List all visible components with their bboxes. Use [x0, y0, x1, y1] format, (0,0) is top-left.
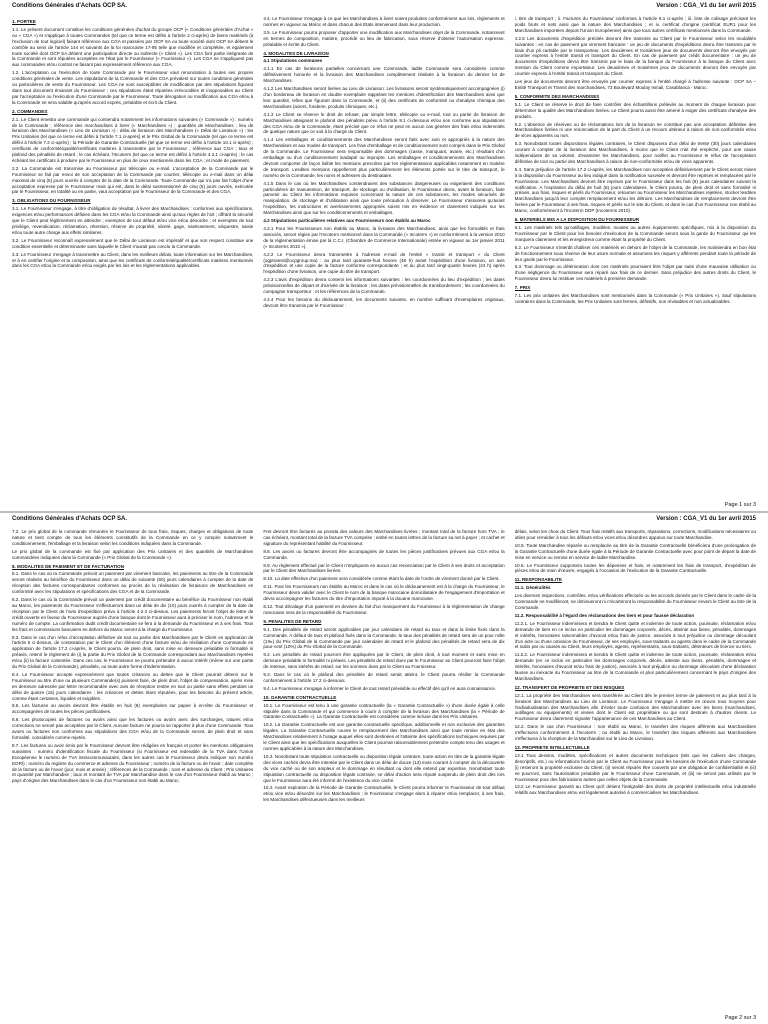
section-heading: 4. MODALITES DE LIVRAISON: [263, 50, 329, 56]
text-column-1: [12, 529, 253, 1011]
section-heading: 2. COMMANDES: [12, 108, 48, 114]
paragraph: 13.2 Le Fournisseur garantit au Client qu'il détient l'intégralité des droits de propriété intellectuelle et/ou industrielle relatifs aux Marchandises et/ou est légalement autorisé à commercialiser les Marchandises.: [514, 784, 756, 796]
paragraph: 12.2. Dans le cas d'un Fournisseur : non établi au Maroc, le transfert des risques afférents aux Marchandises s'effectuera conformément à l'Incoterm ; ou établi au Maroc, le transfert des risques afférents aux Marchandises s'effectuera à la réception de la Marchandise sur le Lieu de Livraison.: [514, 724, 756, 742]
subsection-heading: 11.2. Responsabilité à l'égard des réclamations des tiers et pour fausse déclaration: [514, 612, 695, 618]
header-version: Version : CGA_V1 du 1er avril 2015: [656, 3, 756, 9]
paragraph: 3.3. Le Fournisseur s'engage à transmettre au Client, dans les meilleurs délais, toute information sur les Marchandises, et à en certifier l'origine et la composition, ainsi que les certificats de conformité/qualité/certificats matières mentionnés dans les CGA et/ou la Commande et/ou exigés par les lois et les réglementations applicables.: [12, 251, 254, 269]
paragraph: 4.2.1 Pour les Fournisseurs non établis au Maroc, la livraison des Marchandises, ainsi que les formalités et frais associés, seront régies par l'Incoterm mentionné dans la Commande (« Incoterm ») et conformément à la version 2010 de la réglementation émise par la C.C.I. (Chambre de Commerce Internationale) entrée en vigueur au 1er janvier 2011 (« Incoterms 2010 »).: [263, 226, 505, 249]
text-column-1: [12, 16, 253, 498]
paragraph: 5.3. Nonobstant toutes dispositions légales contraires, le Client disposera d'un délai de trente (30) jours calendaires courant à compter de la livraison des Marchandises, à moins que le Client n'ait été empêché, pour une cause indépendante de sa volonté, d'examiner les Marchandises, pour notifier au Fournisseur le refus de l'acceptation définitive de tout ou partie des Marchandises à raison de non-conformités et/ou de vices apparents.: [514, 141, 756, 164]
paragraph: 3.4. Le Fournisseur s'engage à ce que les Marchandises à livrer soient produites conformément aux lois, règlements et normes en vigueur au Maroc et dans chacun des Etats intervenant dans leur production.: [263, 16, 505, 27]
section-heading: 6. MATERIELS MIS A LA DISPOSITION DU FOURNISSEUR: [514, 217, 640, 223]
paragraph: Le prix global de la commande est fixé par application des Prix Unitaires et des quantités de Marchandises commandées indiquées dans la Commande (« Prix Global de la Commande »).: [12, 548, 254, 560]
paragraph: 8.2. Dans le cas où la Commande prévoit un paiement par crédit documentaire au bénéfice du Fournisseur non établi au Maroc, les paiements du Fournisseur s'effectueront dans un délai de dix (10) jours ouvrés à compter de la date de réception par le Client de l'avis d'expédition prévu à l'article 4.2.3 ci-dessus. Les paiements feront l'objet de lettre de crédit ouverte en faveur du Fournisseur auprès d'une banque dont le Fournisseur aura à préciser le nom, l'adresse et le numéro de compte. La confirmation dudit crédit documentaire se fera à la demande du Fournisseur et à ses frais. Tous les frais et commissions bancaires en dehors du Maroc seront à la charge du Fournisseur.: [12, 597, 254, 632]
paragraph: 9.3. Dans le cas où le plafond des pénalités de retard serait atteint, le Client pourra résilier la Commande conformément à l'article 17.2 ci-dessous.: [263, 672, 505, 683]
paragraph: 8.12. Tout décalage d'un paiement en devises du fait d'un manquement du Fournisseur à la réglementation de change marocaine sera de la responsabilité du Fournisseur.: [263, 603, 505, 615]
section-heading: 3. OBLIGATIONS DU FOURNISSEUR: [12, 198, 91, 204]
paragraph: 6.1. Les matériels tels qu'outillages, modèles, moules ou autres équipements spécifiques, mis à la disposition du Fournisseur par le Client pour les besoins d'exécution de la Commande seront sous la garde du Fournisseur qui les marquera clairement et les enregistrera comme étant la propriété du Client.: [514, 225, 756, 242]
paragraph: 4.2.2 Le Fournisseur devra transmettre à l'adresse e-mail de l'entité « transit et transport » du Client (ogptransit@ocpgroup.ma) : au plus tard quarante-huit heures (48 h) avant l'expédition d'une livraison, un avis d'expédition et une copie de la facture conforme correspondante ; et au plus tard vingt-quatre heures (24 h) après l'expédition d'une livraison, une copie du titre de transport.: [263, 251, 505, 275]
paragraph: 2.1. Le Client émettra une commande qui contiendra notamment les informations suivantes (« Commande ») : numéro de la Commande ; référence des marchandises à livrer (« Marchandises ») ; quantités de Marchandises ; lieu de livraison des Marchandises (« Lieu de Livraison ») ; délai de livraison des Marchandises (« Délai de Livraison ») ; les Prix Unitaires (tel que ce terme est défini à l'article 7.1 ci-après) et le Prix Global de la Commande (tel que ce terme est défini à l'article 7.2 ci-après) ; la Période de Garantie Contractuelle (tel que ce terme est défini à l'article 10.1 ci-après) ; certificats de conformité/qualité/certificats matières à transmettre par le Fournisseur ; référence aux CGA ; taux et plafond des pénalités de retard ; le cas échéant, l'Incoterm (tel que ce terme est défini à l'article 4.2.1 ci-après) ; le cas échéant les certificats à produire par le Fournisseur en plus de ceux mentionnés dans les CGA ; et mode de paiement.: [12, 116, 254, 163]
document-page-1: [0, 0, 768, 511]
paragraph: 12.1. La propriété des Marchandises sera transférée au Client dès le premier terme de paiement et au plus tard à la livraison des Marchandises au Lieu de Livraison. Le Fournisseur s'engage à mettre en œuvre tous moyens pour l'individualisation des Marchandises afin d'éviter toute confusion des Marchandises avec les biens (marchandises, outillages ou équipements) et visées dont le Client est propriétaire ou qui sont destinés à d'autres clients. Le Fournisseur devra clairement signaler l'appartenance de ces Marchandises au Client.: [514, 692, 756, 722]
paragraph: 8.10. La date effective d'un paiement sera considérée comme étant la date de l'ordre de virement donné par le Client.: [263, 576, 500, 582]
paragraph: 4.1.4 Les emballages et conditionnements des Marchandises seront faits avec soin et appropriés à la nature des Marchandises et aux modes de transport. Les frais d'emballage et de conditionnement sont compris dans le Prix Global de la Commande. Le Fournisseur sera responsable des dommages (casse, manquant, avarie, etc.) résultant d'un emballage ou d'un conditionnement inadapté ou impropre. Les emballages et conditionnements des Marchandises devront comporter de façon lisible les mentions prescrites par les réglementations applicables notamment en matière de transport. Lesdites mentions rappelleront plus particulièrement les éléments portés sur le titre de transport, le numéro de la Commande, les noms et adresses du destinataire.: [263, 137, 505, 178]
paragraph: 8.8. Les avoirs ou factures devront être accompagnés de toutes les pièces justificatives prévues aux CGA et/ou la Commande.: [263, 548, 505, 560]
section-heading: 1. PORTEE: [12, 19, 36, 24]
document-page-2: [0, 513, 768, 1024]
section-heading: 8. MODALITES DE PAIEMENT ET DE FACTURATION: [12, 563, 124, 569]
paragraph: Fret devront être facturés au prorata des valeurs des Marchandises livrées ; montant total de la facture hors TVA ; le cas échéant, montant total de la facture TVA comprise ; entité en toutes lettres de la facture sa net à payer ; et cachet et signature du représentant habilité du Fournisseur.: [263, 529, 505, 546]
paragraph: 10.3. Nonobstant toute stipulation contractuelle ou disposition légale contraire, toute action en titre de la garantie légale des vices cachés devra être intentée par le Client dans un délai de douze (12) mois courant à compter de la découverte du vice caché ou de son ampleur et le dommage en résultant ou dont elle entend par expertise. Nonobstant toute stipulation contractuelle ou disposition légale contraire, se délai d'action sera réputé suspendu de plein droit dès lors que le Fournisseur aura été informé de l'existence du vice caché.: [263, 753, 505, 783]
paragraph: 8.4. Le Fournisseur accepte expressément que toutes créances ou dettes que le Client pourrait détenir sur le Fournisseur au titre d'une ou plusieurs Commande(s) puissent faire, de plein droit, l'objet de compensation, après mise en demeure adressée par lettre recommandée avec avis de réception restée en tout ou partie sans effets pendant un délai de quinze (15) jours calendaires ; les créances et dettes étant réputées, pour les besoins du présent article, comme étant certaines, liquides et exigibles.: [12, 671, 254, 701]
paragraph: i. titre de transport ; ii. Factures du Fournisseur conformes à l'article 8.1 ci-après ; iii. liste de colisage précisant les poids bruts et nets ainsi que la nature des Marchandises ; et iv. certificat d'origine (certificat EUR1 pour les Marchandises importées depuis l'Union Européenne) ainsi que tous autres certificats mentionnés dans la Commande.: [514, 16, 756, 33]
paragraph: Les diverses inspections, contrôles, et/ou vérifications effectués ou les accords donnés par le Client dans le cadre de la Commande ne modifieront, ne diminueront ni n'écarteront la responsabilité du Fournisseur envers le Client au titre de la Commande.: [514, 593, 756, 610]
paragraph: 10.4. Avant expiration de la Période de Garantie Contractuelle, le Client pourra informer le Fournisseur de tout défaut et/ou vice et/ou désordre sur les Marchandises ; le Fournisseur s'engage alors à réparer et/ou remplacer, à ses frais, les Marchandises défectueuses dans les meilleurs: [263, 785, 505, 803]
header-title: Conditions Générales d'Achats OCP SA.: [12, 3, 128, 9]
text-column-2: [263, 529, 504, 1011]
paragraph: 10.6. Le Fournisseur supportera toutes les dépenses et frais, et notamment les frais de transport, d'expédition de pièces et/ou de main d'œuvre, engagés à l'occasion de l'exécution de la Garantie Contractuelle.: [514, 562, 756, 574]
header-version: Version : CGA_V1 du 1er avril 2015: [656, 516, 756, 522]
text-column-3: [515, 16, 756, 498]
paragraph: 4.1.1 En cas de livraisons partielles concernant une Commande, ladite Commande sera considérée comme définitivement honorée et la livraison des Marchandises complètement réalisée à la livraison du dernier lot de Marchandises.: [263, 66, 505, 84]
paragraph: 5.2. L'absence de réserves ou de réclamations lors de la livraison ne constitue pas une acceptation définitive des Marchandises livrées ni une renonciation de la part du Client à un recours ultérieur à raison de non-conformités et/ou de vices apparents ou non.: [514, 121, 756, 139]
paragraph: 8.9. Au règlement effectué par le Client n'impliquera en aucun cas renonciation par le Client à ses droits et acceptation par le Client des Marchandises livrées.: [263, 562, 505, 574]
subsection-heading: 4.2 Stipulations particulières relatives aux Fournisseurs non établis au Maroc: [263, 218, 431, 224]
paragraph: 7.1. Les prix unitaires des Marchandises sont mentionnés dans la Commande (« Prix Unitaires »). Sauf stipulations contraires dans la Commande, les Prix Unitaires sont fermes, définitifs, non révisables et non actualisables.: [514, 293, 756, 304]
paragraph: 5.4. Sans préjudice de l'article 17.2 ci-après, les Marchandises non acceptées définitivement par le Client seront mises à la disposition du Fournisseur au lieu indiqué dans la notification susvisée et devront être reprises et remplacées par le Fournisseur. Les Marchandises devront être reprises par le Fournisseur dans les huit (8) jours calendaires suivant la notification. A l'expiration du délai de huit (8) jours calendaires, le Client pourra, de plein droit et sans formalité ni préavis, aux frais, risques et périls du Fournisseur, retourner au Fournisseur les Marchandises rejetées, stocker lesdites Marchandises jusqu'à leur complet remplacement et/ou les détruire. Les Marchandises de remplacement devront être livrées par le Fournisseur à ses frais, risques et périls sur le site du Client, et dans le cas d'un Fournisseur non établi au Maroc, conformément à l'Incoterm DDP (Incoterms 2010).: [514, 166, 756, 214]
paragraph: 10.1. Le Fournisseur est tenu à une garantie contractuelle (la « Garantie Contractuelle ») d'une durée égale à celle stipulée dans la Commande et qui commence à courir à compter de la livraison des Marchandises (la « Période de Garantie Contractuelle »). La Garantie Contractuelle est considérée comme incluse dans les Prix Unitaires.: [263, 702, 505, 720]
section-heading: 5. CONFORMITE DES MARCHANDISES: [514, 93, 600, 99]
paragraph: 9.2. Les pénalités de retard pourront être appliquées par le Client, de plein droit, à tout moment et sans mise en demeure préalable ni formalité ni préavis. Les pénalités de retard dues par le Fournisseur au Client pourront faire l'objet de retenue, sans intérêts de retard, sur les sommes dues par le Client au Fournisseur.: [263, 652, 505, 670]
page-header: [12, 513, 756, 529]
section-heading: 12. TRANSFERT DE PROPRIETE ET DES RISQUES: [514, 684, 625, 690]
paragraph: 4.2.5 Les documents d'expédition précités devront être transmis au Client par le Fournisseur selon les modalités suivantes : en cas de paiement par virement bancaire : un jeu de documents d'expéditions devra être transmis par le biais d'un pli cartable par le transporteur. Les deuxièmes et troisièmes jeux de documents devront être envoyés par courrier express à l'entité transit et transport du Client. En cas de paiement par crédit documentaire : un jeu de documents d'expéditions devra être transmis par le biais de la banque du Fournisseur à la banque du Client avec mention du Client comme importateur. Les deuxièmes et troisièmes jeux de documents devront être envoyés par courrier express à l'entité transit et transport du Client.: [514, 35, 756, 77]
paragraph: 9.4. Le Fournisseur s'engage à informer le Client de tout retard prévisible ou effectif dès qu'il en aura connaissance.: [263, 685, 496, 691]
paragraph: 8.11. Pour les Fournisseurs non établis au Maroc et dans le cas où le dédouanement est à la charge du Fournisseur, le Fournisseur devra valider avec le Client le nom de la banque marocaine domiciliataire de l'engagement d'importation et devra accompagner les factures du titre d'importation imputé à la douane marocaine.: [263, 584, 505, 602]
paragraph: 7.2. Le prix global de la commande rémunère le Fournisseur de tous frais, risques, charges et obligations de toute nature et tient compte de tous les éléments constitutifs de la Commande en ce y compris notamment le conditionnement, l'emballage et la livraison selon les conditions indiquées dans la Commande.: [12, 529, 254, 546]
page-number: Page 1 sur 3: [724, 502, 756, 508]
paragraph: 4.1.3 Le Client se réserve le droit de refuser, par simple lettre, télécopie ou e-mail, tout ou partie de livraison de Marchandises atteignant le plafond des pénalités prévu à l'article 9.1 ci-dessous et/ou non conforme aux stipulations des CGA et/ou de la Commande, étant précisé que ce refus ne peut en aucun cas générer des frais et/ou indemnités de quelque nature que ce soit à la charge du Client.: [263, 111, 505, 135]
section-heading: 11. RESPONSABILITE: [514, 577, 562, 583]
paragraph: 10.2. La Garantie Contractuelle est une garantie contractuelle spécifique, additionnelle et non exclusive des garanties légales. La Garantie Contractuelle couvre le remplacement des Marchandises ainsi que toute remise en état des Marchandises relativement à l'usage auquel elles sont destinées et l'atteinte des spécifications techniques requises par le Client ainsi que les spécifications auxquelles le Client pourrait raisonnablement prétendre compte tenu des usages et normes applicables à la nature des Marchandises.: [263, 722, 505, 751]
paragraph: 4.1.2 Les Marchandises seront livrées au Lieu de Livraison. Les livraisons seront systématiquement accompagnées (i) d'un bordereau de livraison en double exemplaire rappelant les mentions d'identification des Marchandises ainsi que leur quantité, telles que figurant dans la Commande, et (ii) des certificats de conformité ou d'analyse chimique des Marchandises (aciers, fonderie, produits chimiques, etc.).: [263, 86, 505, 109]
paragraph: 5.1. Le Client se réserve le droit de faire contrôler des échantillons prélevés au moment de chaque livraison pour déterminer la qualité des Marchandises livrées. Le Client pourra aussi être amené à exiger des certificats d'analyse des produits.: [514, 101, 756, 119]
section-heading: 13. PROPRIETE INTELLECTUELLE: [514, 745, 590, 750]
section-heading: 7. PRIX: [514, 285, 531, 291]
paragraph: 4.1.5 Dans le cas où les Marchandises contiendraient des substances dangereuses ou exigeraient des conditions particulières de manutention, de transport, de stockage ou d'utilisation, le Fournisseur devra, avant la livraison, faire parvenir au Client les informations requises concernant la nature de ces substances, les modes sécurisés de manipulation, de stockage et d'utilisation ainsi que toute précaution à observer. Le Fournisseur s'assurera qu'avant l'expédition, les instructions et avertissements appropriés soient mis en évidence et clairement indiqués sur les Marchandises ainsi que sur les conditionnements et emballages.: [263, 180, 505, 216]
paragraph: délais, selon les choix du Client. Tous frais relatifs aux transports, réparations, corrections, modifications nécessaires ou utiles pour remédier à tous les défauts et/ou vices et/ou désordres apparus sur toute Marchandise.: [514, 529, 756, 540]
section-heading: 9. PENALITES DE RETARD: [263, 618, 322, 624]
section-heading: 10. GARANTIE CONTRACTUELLE: [263, 694, 337, 700]
paragraph: 6.3. Tout dommage ou détérioration dont ces matériels pourraient être l'objet par suite d'une mauvaise utilisation ou d'une négligence du Fournisseur sera réparé aux frais de ce dernier. Sans préjudice des autres droits du Client, le Fournisseur devra lui restituer ces matériels à première demande.: [514, 264, 756, 282]
paragraph: 3.5. Le Fournisseur pourra proposer d'apporter une modification aux Marchandises objet de la Commande, notamment en termes de composition, matière, procédé ou lieu de fabrication, sous réserve d'obtenir l'autorisation expresse, préalable et écrite du Client.: [263, 29, 505, 47]
paragraph: 8.3. Dans le cas d'un refus d'acceptation définitive de tout ou partie des Marchandises par le Client en application de l'article 5 ci-dessus, de contestation par le Client d'un élément d'une facture et/ou de résiliation d'une Commande en application de l'article 17.2 ci-après, le Client pourra, de plein droit, sans mise en demeure préalable ni formalité ni préavis, retenir le règlement de (i) la partie du Prix Global de la Commande correspondant aux Marchandises rejetées et/ou (ii) la facture contestée. Dans ces cas, le Fournisseur ne pourra prétendre à aucun intérêt (même sur une partie du Prix Global de la Commande), pénalités, ou toute autre forme d'indemnisation.: [12, 634, 254, 670]
page-number: Page 2 sur 3: [724, 1015, 756, 1021]
subsection-heading: 11.1. Généralités: [514, 585, 551, 591]
text-column-3: [515, 529, 756, 1011]
subsection-heading: 4.1 Stipulations communes: [263, 58, 323, 64]
paragraph: 3.2. Le Fournisseur reconnaît expressément que le Délai de Livraison est impératif et que son respect constitue une condition essentielle et déterminante sans laquelle le Client n'aurait pas conclu la Commande.: [12, 237, 254, 249]
text-column-2: [263, 16, 504, 498]
paragraph: 8.5. Les factures ou avoirs devront être établis en huit (8) exemplaires sur papier à en-tête du Fournisseur et accompagnées de toutes les pièces justificatives.: [12, 703, 254, 715]
paragraph: 13.1 Tous dessins, modèles, spécifications et autres documents techniques (tels que les cahiers des charges, descriptifs, etc.) ou informations fournis par le Client au Fournisseur pour les besoins de l'exécution d'une Commande (i) resteront la propriété exclusive du Client, (ii) seront réputés être couverts par une obligation de confidentialité et (iii) ne pourront, sans l'autorisation préalable par le Fournisseur d'une Commande, et (iii) ne seront pas utilisés par le Fournisseur pour des fabrications autres que celles objets de la Commande.: [514, 752, 756, 782]
paragraph: Les jeux de documents devront être envoyés par courrier express à l'entité chargé à l'adresse suivante : OCP SA – Entité Transport et Transit des marchandises, 73 Boulevard Moulay Ismail, Casablanca - Maroc.: [514, 79, 756, 90]
paragraph: 6.2. Le Fournisseur s'interdit d'utiliser ces matériels en dehors de l'objet de la Commande, les maintiendra en bon état de fonctionnement sous réserve de leur usure normale et assumera les risques y afférents pendant toute la période de leur garde par le Fournisseur.: [514, 244, 756, 262]
page-header: [12, 0, 756, 16]
paragraph: 11.2.2. Le Fournisseur indemnisera et tiendra le Client quitte et indemne de toute action, poursuite, réclamation et/ou demande (en ce inclus en particulier les dommages corporels, décès, atteinte aux biens, pénalités, dommages et intérêts, honoraires d'avocat et/ou frais de justice), associés à tout préjudice ou dommage découlant d'une déclaration fausse ou inexacte du Fournisseur au titre de la Commande et plus particulièrement concernant le pays d'origine des Marchandises.: [514, 652, 756, 681]
paragraph: 10.5. Toute Marchandise réparée ou remplacée au titre de la Garantie Contractuelle bénéficiera d'une prolongation de la Garantie Contractuelle d'une durée égale à la Période de Garantie Contractuelle avec pour point de départ la date de mise en service ou remise en service de ladite Marchandise.: [514, 542, 756, 560]
paragraph: 1.2. L'acceptation ou l'exécution de toute Commande par le Fournisseur vaut renonciation à toutes ses propres conditions générales de vente. Les stipulations de la Commande et des CGA prévalent sur toutes conditions générales ou particulières de vente du Fournisseur. Les CGA ne sont susceptibles de modification par des stipulations figurant dans tout document émanant du Fournisseur ; ces stipulations étant réputées irrévocables et inopposables au Client par l'acceptation ou l'exécution d'une Commande par le Fournisseur. Toute dérogation ou modification aux CGA et/ou à la Commande ne sera valable qu'après accord exprès, préalable et écrit du Client.: [12, 70, 254, 105]
paragraph: 11.2.1. Le Fournisseur indemnisera et tiendra le Client quitte et indemne de toute action, poursuite, réclamation et/ou demande de tiers en ce inclus en particulier les dommages corporels, décès, atteinte aux biens, pénalités, dommages et intérêts, honoraires raisonnables d'avocat et/ou frais de justice, associés à tout préjudice ou dommage découlant d'un acte ou d'une omission du Fournisseur, de ses employés, sous-traitants ou agents dans le cadre de la Commande et subis par ou causés au Client, leurs employés, agents, représentants, sous-traitants, détenteurs de licence ou tiers.: [514, 620, 756, 650]
paragraph: 3.1. Le Fournisseur s'engage, à titre d'obligation de résultat, à livrer des Marchandises : conformes aux spécifications, exigences et/ou performances définies dans les CGA et/ou la Commande ainsi qu'aux règles de l'art ; offrant la sécurité que le Client peut légitimement en attendre ; exemptes de tout défaut et/ou vice et/ou désordre ; et exemptes de tout privilège, revendication, réclamation, rétention, réserve de propriété, sûreté, gage, nantissement, séquestre, saisie et/ou toute autre charge aux effets similaires.: [12, 206, 254, 235]
paragraph: 8.1. Dans le cas où la Commande prévoit un paiement par virement bancaire, les paiements au titre de la Commande seront réalisés au bénéfice du Fournisseur dans un délai de soixante (60) jours calendaires à compter de la date de réception des factures correspondantes conformes au procès de la réalisation de livraisons de Marchandises en conformité avec les stipulations et spécifications des CGA et de la Commande.: [12, 571, 254, 595]
paragraph: 4.2.4 Pour les besoins du dédouanement, les documents suivants, en nombre suffisant d'exemplaires originaux, devront être transmis par le Fournisseur :: [263, 296, 505, 308]
header-title: Conditions Générales d'Achats OCP SA.: [12, 516, 128, 522]
paragraph: 8.6. Les photocopies de factures ou avoirs ainsi que les factures ou avoirs avec des surcharges, ratures et/ou corrections ne seront pas acceptées par le Client. Aucune facture ne pourra se rapporter à plus d'une Commande. Tous avoirs ou factures non conformes aux stipulations des CGA et/ou de la Commande seront, de plein droit et sans formalité, considérés comme rejetés.: [12, 717, 254, 740]
paragraph: 4.2.3 L'avis d'expédition devra contenir les informations suivantes : les coordonnées du lieu d'expédition ; les dates prévisionnelles de départ et d'arrivée de la livraison ; les dates prévisionnelles de transbordement ; les coordonnées du compagnie transporteur ; et les références de la Commande.: [263, 277, 505, 295]
paragraph: 1.1. Le présent document constitue les conditions générales d'achat du groupe OCP (« Conditions générales d'Achat » ou « CGA ») et s'applique à toutes Commandes (tel que ce terme est défini à l'article 2 ci-après) de biens matériels (à l'exclusion de tout logiciel) faisant référence aux CGA et passées par OCP SA ou toute société dont OCP SA détient le contrôle au sens de l'article 144 et suivants de la loi marocaine 17-95 telle que modifiée et complétée, et également toute société dont OCP SA détient une participation directe ou indirecte (« Client »). Les CGA font partie intégrante de la Commande et sont réputées acceptées en l'état par le Fournisseur (« Fournisseur »). Les CGA ne s'appliquent pas aux commandes et/ou contrat ne faisant pas expressément référence aux CGA.: [12, 26, 254, 68]
paragraph: 9.1. Des pénalités de retard seront applicables par jour calendaire de retard au taux et dans la limite fixés dans la Commande. A défaut de taux et plafond fixés dans la Commande, le taux des pénalités de retard sera de un pour mille (1‰) du Prix Global de la Commande par jour calendaire de retard et le plafond des pénalités de retard sera de dix pour-cent (10%) du Prix Global de la Commande.: [263, 626, 505, 650]
paragraph: 8.7. Les factures ou avoir émis par le Fournisseur devront être rédigées en français et porter les mentions obligatoires suivantes : numéro d'identification fiscale du Fournisseur (si Fournisseur est redevable de la TVA dans l'Union Européenne le numéro de TVA intracommunautaire, dans les autres cas le Fournisseur devra indiquer son numéro EORI) ; numéro du registre du commerce et adresse du Fournisseur ; numéro de la facture ou de l'avoir ; date complète de la facture ou de l'avoir (jour, mois et année) ; références de la Commande ; nom et adresse du Client ; Prix Unitaires et quantité par Marchandise ; taux et montant de TVA par Marchandise dans le cas d'un Fournisseur établi au Maroc ; pays d'origine des Marchandises dans le cas d'un Fournisseur non établi au Maroc.: [12, 742, 254, 784]
paragraph: 2.2. La Commande est transmise au Fournisseur par télécopie ou e-mail. L'acceptation de la Commande par le Fournisseur se fait par envoi de son acceptation de la Commande par courrier, télécopie ou e-mail dans un délai maximal de cinq (5) jours ouvrés à compter de la date de la Commande. Toute Commande qui n'a pas fait l'objet d'une acceptation expresse par le Fournisseur mais qui est, dans le délai susmentionné de cinq (5) jours ouvrés, exécutée par le Fournisseur, en totalité ou en partie, vaut acceptation par le Fournisseur de la Commande et des CGA.: [12, 165, 254, 195]
